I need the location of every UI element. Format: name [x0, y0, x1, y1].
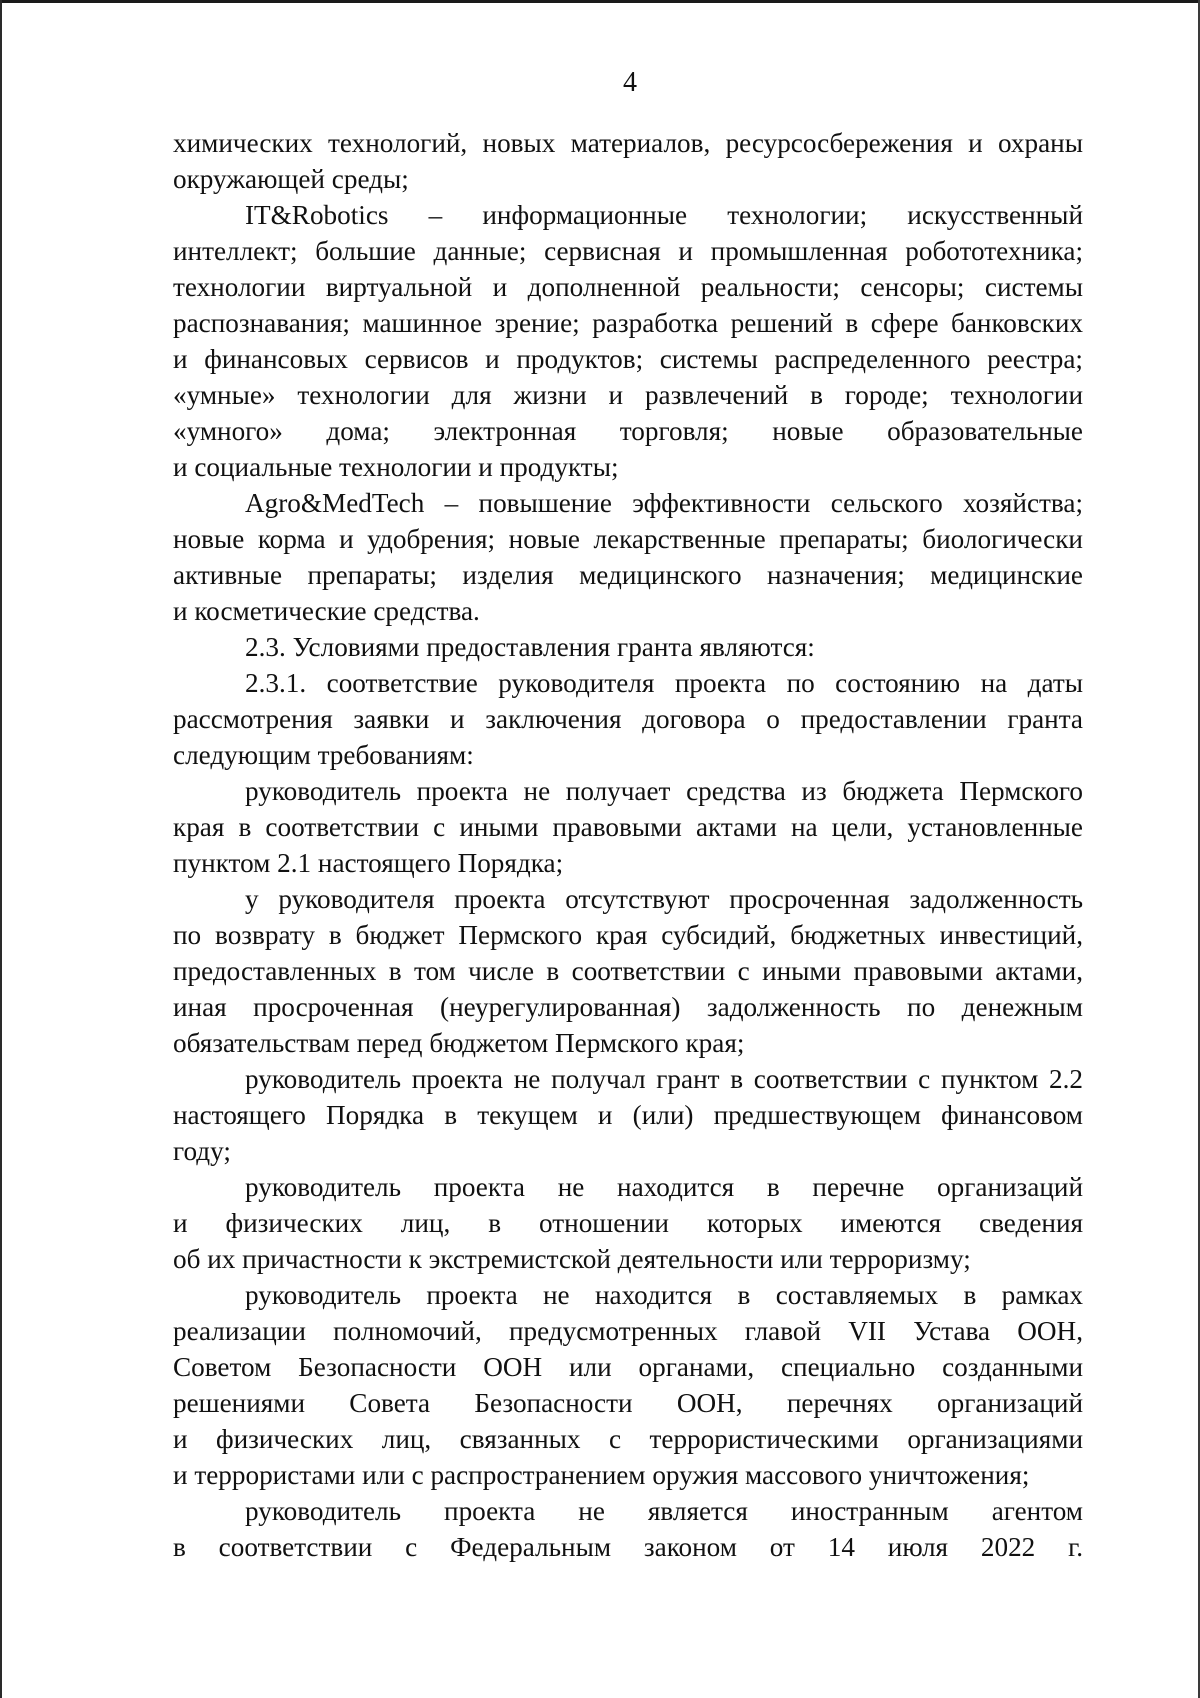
text-line: об их причастности к экстремистской деятельности или терроризму;	[173, 1244, 971, 1274]
text-line: пунктом 2.1 настоящего Порядка;	[173, 848, 564, 878]
text-line: интеллект; большие данные; сервисная и промышленная робототехника;	[173, 236, 1083, 266]
text-line: технологии виртуальной и дополненной реальности; сенсоры; системы	[173, 272, 1083, 302]
text-line: «умные» технологии для жизни и развлечений в городе; технологии	[173, 380, 1083, 410]
text-line: руководитель проекта не является иностранным агентом	[245, 1496, 1083, 1526]
text-line: иная просроченная (неурегулированная) задолженность по денежным	[173, 992, 1083, 1022]
scan-edge-left	[0, 0, 2, 1698]
paragraph	[173, 1493, 1083, 1565]
paragraph	[173, 125, 1083, 197]
text-line: и физических лиц, связанных с террористическими организациями	[173, 1424, 1083, 1454]
document-body	[173, 125, 1083, 1565]
text-line: в соответствии с Федеральным законом от 14 июля 2022 г.	[173, 1532, 1083, 1562]
text-line: руководитель проекта не получал грант в соответствии с пунктом 2.2	[245, 1064, 1083, 1094]
text-line: края в соответствии с иными правовыми актами на цели, установленные	[173, 812, 1083, 842]
paragraph	[173, 1169, 1083, 1277]
text-line: году;	[173, 1136, 231, 1166]
paragraph	[173, 1277, 1083, 1493]
text-line: «умного» дома; электронная торговля; новые образовательные	[173, 416, 1083, 446]
text-line: руководитель проекта не находится в перечне организаций	[245, 1172, 1083, 1202]
text-line: и физических лиц, в отношении которых имеются сведения	[173, 1208, 1083, 1238]
text-line: реализации полномочий, предусмотренных главой VII Устава ООН,	[173, 1316, 1083, 1346]
text-line: 2.3.1. соответствие руководителя проекта по состоянию на даты	[245, 668, 1083, 698]
text-line: решениями Совета Безопасности ООН, перечнях организаций	[173, 1388, 1083, 1418]
text-line: новые корма и удобрения; новые лекарственные препараты; биологически	[173, 524, 1083, 554]
text-line: окружающей среды;	[173, 164, 409, 194]
text-line: настоящего Порядка в текущем и (или) предшествующем финансовом	[173, 1100, 1083, 1130]
text-line: Agro&MedTech – повышение эффективности сельского хозяйства;	[245, 488, 1083, 518]
paragraph	[173, 665, 1083, 773]
text-line: рассмотрения заявки и заключения договора о предоставлении гранта	[173, 704, 1083, 734]
text-line: у руководителя проекта отсутствуют просроченная задолженность	[245, 884, 1083, 914]
text-line: и косметические средства.	[173, 596, 480, 626]
paragraph	[173, 773, 1083, 881]
text-line: руководитель проекта не находится в составляемых в рамках	[245, 1280, 1083, 1310]
paragraph	[173, 1061, 1083, 1169]
paragraph	[173, 197, 1083, 485]
text-line: химических технологий, новых материалов, ресурсосбережения и охраны	[173, 128, 1083, 158]
text-line: и финансовых сервисов и продуктов; системы распределенного реестра;	[173, 344, 1083, 374]
text-line: руководитель проекта не получает средства из бюджета Пермского	[245, 776, 1083, 806]
text-line: предоставленных в том числе в соответствии с иными правовыми актами,	[173, 956, 1083, 986]
text-line: распознавания; машинное зрение; разработка решений в сфере банковских	[173, 308, 1083, 338]
text-line: активные препараты; изделия медицинского назначения; медицинские	[173, 560, 1083, 590]
paragraph	[173, 629, 1083, 665]
text-line: и социальные технологии и продукты;	[173, 452, 619, 482]
paragraph	[173, 881, 1083, 1061]
text-line: обязательствам перед бюджетом Пермского края;	[173, 1028, 745, 1058]
page-number: 4	[623, 67, 637, 98]
text-line: Советом Безопасности ООН или органами, специально созданными	[173, 1352, 1083, 1382]
text-line: 2.3. Условиями предоставления гранта являются:	[245, 632, 815, 662]
text-line: IT&Robotics – информационные технологии; искусственный	[245, 200, 1083, 230]
scan-edge-top	[0, 0, 1200, 3]
text-line: следующим требованиям:	[173, 740, 474, 770]
paragraph	[173, 485, 1083, 629]
text-line: по возврату в бюджет Пермского края субсидий, бюджетных инвестиций,	[173, 920, 1083, 950]
text-line: и террористами или с распространением оружия массового уничтожения;	[173, 1460, 1030, 1490]
